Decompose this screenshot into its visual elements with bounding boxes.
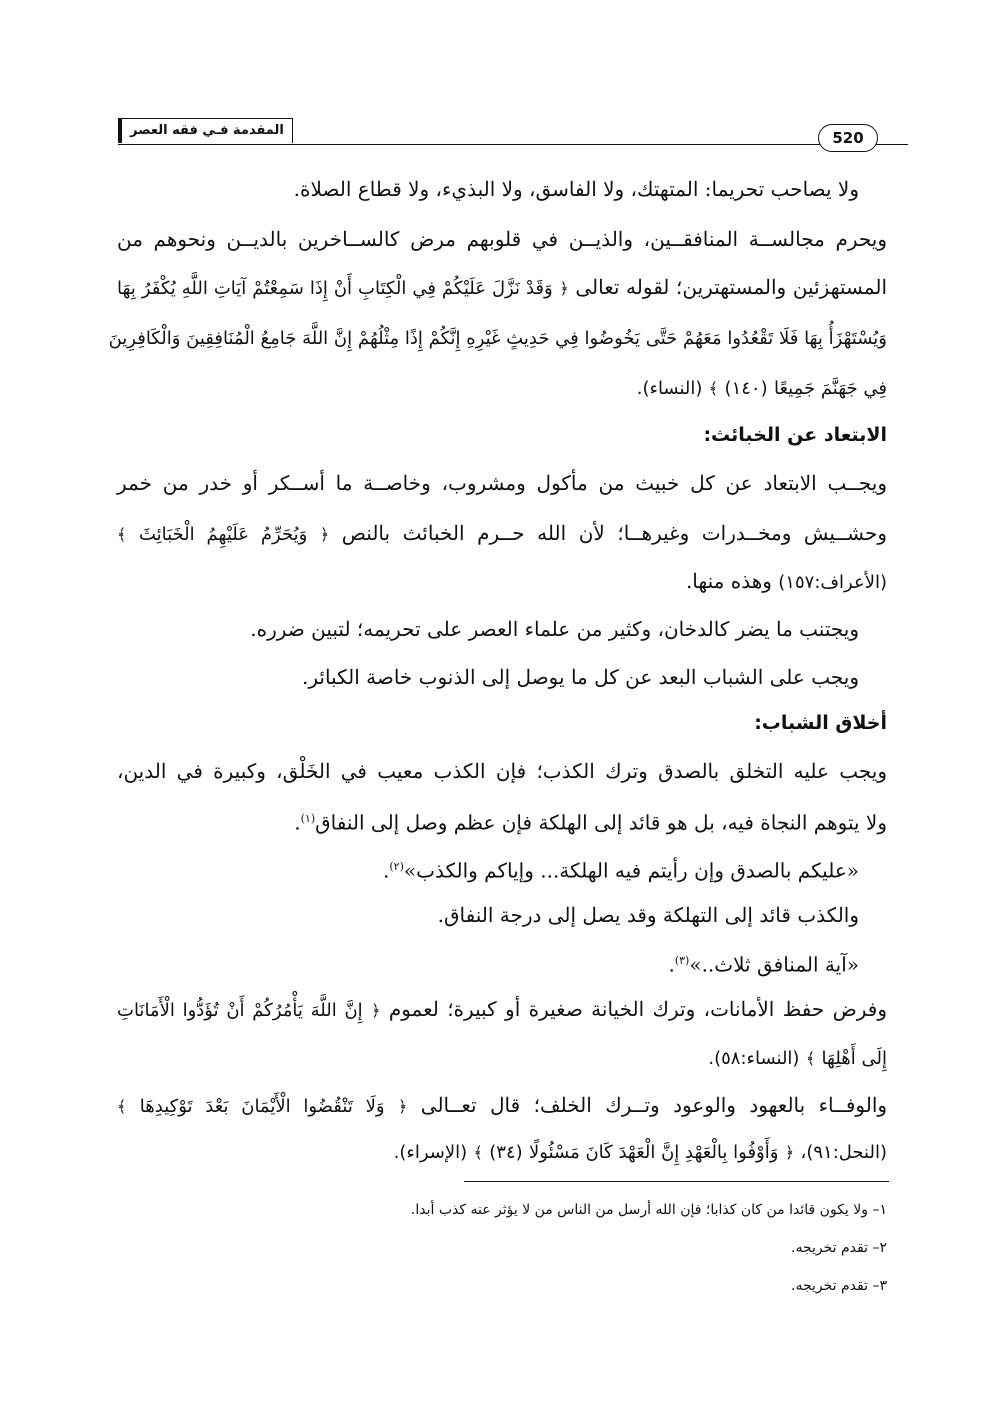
quran-verse-text: فِي جَهَنَّمَ جَمِيعًا [773,378,887,399]
text-line: ويجب على الشباب البعد عن كل ما يوصل إلى الذنوب خاصة الكبائر. [301,665,859,689]
text-line [117,1088,887,1124]
footnote: ٢– تقدم تخريجه. [791,1240,887,1256]
quran-verse: وَأَوْفُوا بِالْعَهْدِ إِنَّ الْعَهْدَ كَانَ مَسْئُولًا [529,1142,779,1163]
header-rule [118,144,908,145]
quran-verse: وَلَا تَنْقُضُوا الْأَيْمَانَ بَعْدَ تَوْكِيدِهَا [139,1096,385,1117]
surah-reference: (النحل:٩١)، [800,1142,887,1163]
text-run: وحشــيش ومخــدرات وغيرهــا؛ لأن الله حــرم الخبائث بالنص [341,521,888,545]
footnote: ٣– تقدم تخريجه. [791,1278,887,1294]
text-run: وفرض حفظ الأمانات، وترك الخيانة صغيرة أو كبيرة؛ لعموم [388,997,887,1021]
page-number: 520 [818,124,878,152]
section-heading: الابتعاد عن الخبائث: [703,424,887,446]
quran-bracket-close: ﴾ [708,379,719,398]
text-line: والكذب قائد إلى التهلكة وقد يصل إلى درجة النفاق. [437,903,859,927]
hadith-quote: «عليكم بالصدق وإن رأيتم فيه الهلكة... وإياكم والكذب»$^{(٢)}$. [383,858,859,883]
text-run: المستهزئين والمستهترين؛ لقوله تعالى [575,275,887,299]
text-run: «عليكم بالصدق وإن رأيتم فيه الهلكة... وإياكم والكذب» [403,858,859,883]
text-line: ولا يتوهم النجاة فيه، بل هو قائد إلى الهلكة فإن عظم وصل إلى النفاق$^{(١)}$. [294,810,887,835]
text-run: «آية المنافق ثلاث..» [689,952,859,977]
footnote-marker: (١) [300,812,316,825]
text-line: ويجــب الابتعاد عن كل خبيث من مأكول ومشروب، وخاصــة ما أســكر أو خدر من خمر [117,471,887,495]
running-head-title: المقدمة فـي فقه العصر [118,118,293,143]
footnote-marker: (٣) [674,954,690,967]
text-run: ولا يتوهم النجاة فيه، بل هو قائد إلى الهلكة فإن عظم وصل إلى النفاق [315,810,887,835]
text-line [708,1040,887,1076]
text-line [686,564,887,600]
surah-reference: (النساء). [636,378,703,399]
text-line [117,516,887,552]
quran-bracket-open: ﴿ [559,279,569,298]
quran-bracket-open: ﴿ [319,525,330,544]
text-line: ويجتنب ما يضر كالدخان، وكثير من علماء العصر على تحريمه؛ لتبين ضرره. [250,617,859,641]
surah-reference: (النساء:٥٨). [708,1048,800,1069]
quran-bracket-close: ﴾ [473,1143,483,1162]
text-line: ولا يصاحب تحريما: المتهتك، ولا الفاسق، ولا البذيء، ولا قطاع الصلاة. [293,177,859,201]
quran-verse: إِنَّ اللَّهَ يَأْمُرُكُمْ أَنْ تُؤَدُّوا الْأَمَانَاتِ [117,1000,363,1021]
text-line: ويجب عليه التخلق بالصدق وترك الكذب؛ فإن الكذب معيب في الخَلْق، وكبيرة في الدين، [117,759,887,783]
hadith-quote: «آية المنافق ثلاث..»$^{(٣)}$. [668,952,859,977]
quran-verse-text: إِلَى أَهْلِهَا [821,1048,887,1069]
quran-bracket-open: ﴿ [784,1143,795,1162]
verse-number: (٣٤) [489,1142,523,1163]
footnote-rule [464,1181,889,1182]
quran-verse-text: وَيُسْتَهْزَأُ بِهَا فَلَا تَقْعُدُوا مَعَهُمْ حَتَّى يَخُوضُوا فِي حَدِيثٍ غَيْرِهِ إِنَّكُمْ إِذًا مِثْلُهُمْ إِنَّ اللَّهَ جَامِعُ الْمُنَافِقِينَ وَالْكَافِرِينَ [108,328,887,349]
quran-verse: وَيُحَرِّمُ عَلَيْهِمُ الْخَبَائِثَ [138,524,308,545]
text-line: ويحرم مجالســة المنافقــين، والذيــن في قلوبهم مرض كالســاخرين بالديــن ونحوهم من [117,227,887,251]
quran-bracket-close: ﴾ [117,525,127,544]
quran-verse: وَقَدْ نَزَّلَ عَلَيْكُمْ فِي الْكِتَابِ أَنْ إِذَا سَمِعْتُمْ آيَاتِ اللَّهِ يُكْفَرُ بِهَا [117,278,553,299]
quran-bracket-open: ﴿ [398,1097,408,1116]
verse-number: (١٤٠) [724,378,768,399]
text-line [637,370,887,406]
text-run: والوفــاء بالعهود والوعود وتــرك الخلف؛ قال تعــالى [420,1093,888,1117]
text-line [117,270,887,306]
quran-bracket-close: ﴾ [117,1097,127,1116]
section-heading: أخلاق الشباب: [754,712,887,734]
surah-reference: (الإسراء). [393,1142,468,1163]
quran-bracket-close: ﴾ [805,1049,816,1068]
text-line [117,992,887,1028]
quran-verse [108,320,887,356]
quran-bracket-open: ﴿ [371,1001,381,1020]
text-run: وهذه منها. [685,569,772,593]
text-line [394,1134,887,1170]
footnote-marker: (٢) [389,860,404,873]
footnote: ١– ولا يكون قائدا من كان كذابا؛ فإن الله أرسل من الناس من لا يؤثر عنه كذب أبدا. [410,1202,887,1218]
surah-reference: (الأعراف:١٥٧) [778,572,887,593]
